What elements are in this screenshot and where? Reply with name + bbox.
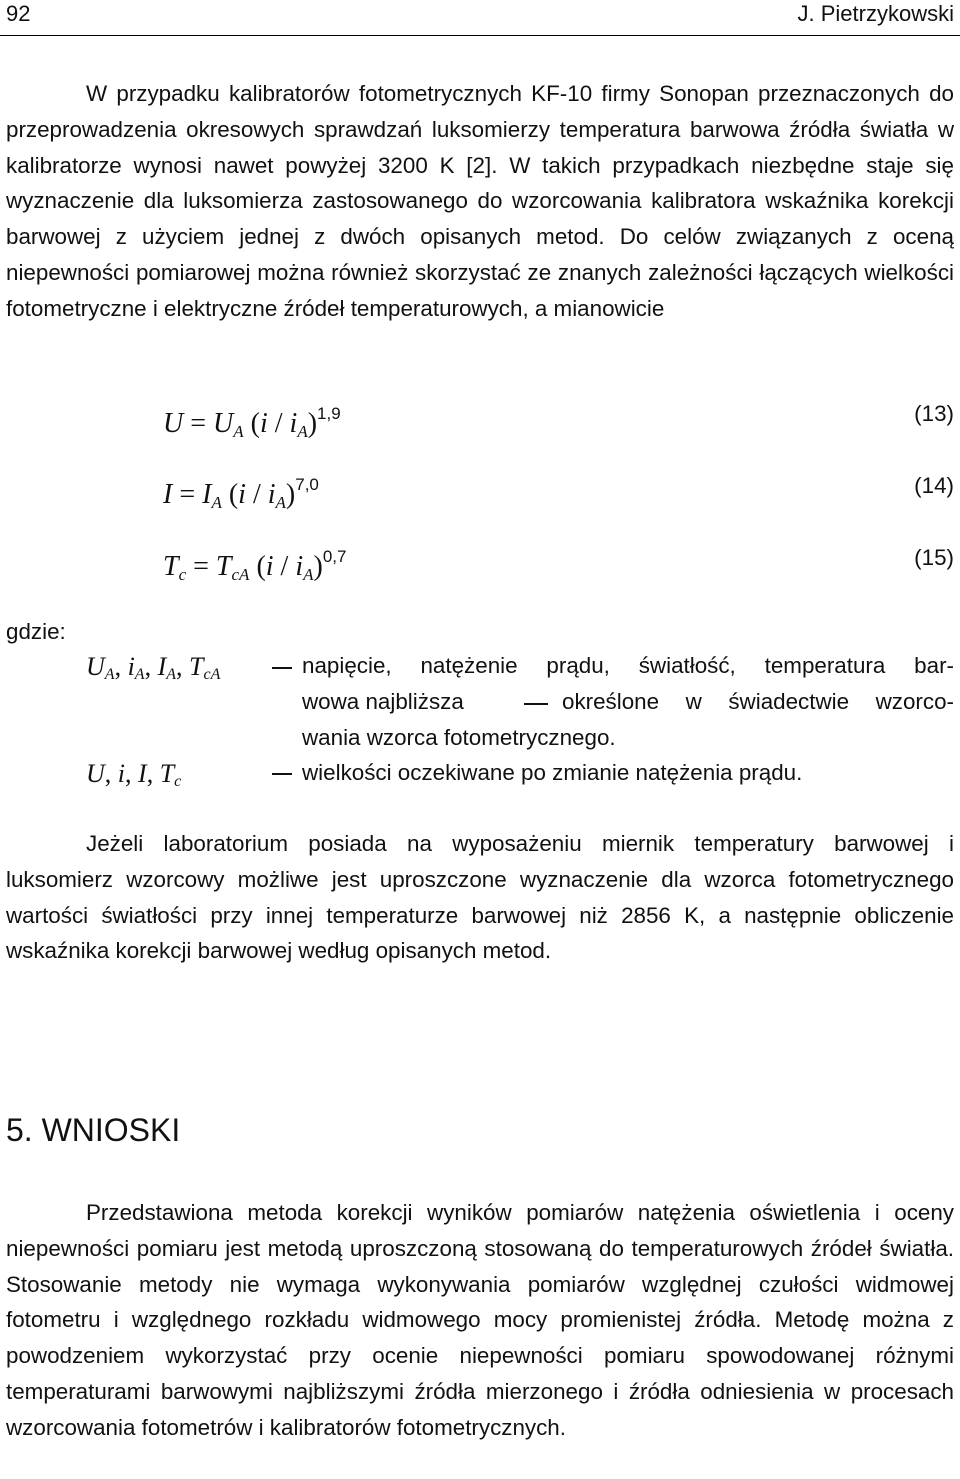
definition-text-2: wielkości oczekiwane po zmianie natężenia prądu. xyxy=(302,760,803,785)
definition-dash-inline xyxy=(524,703,548,705)
definition-text-1-line3: wania wzorca fotometrycznego. xyxy=(302,725,616,750)
equation-13: $U = U_A$ $(i / i_A)^{1,9}$ xyxy=(163,404,341,441)
paragraph-conclusions: Przedstawiona metoda korekcji wyników pomiarów natężenia oświetlenia i oceny niepewności pomiaru jest metodą uproszczoną stosowaną do temperaturowych źródeł światła. Stosowanie metody nie wymaga wykonywania pomiarów względnej czułości widmowej fotometru i względnego rozkładu widmowego mocy promienistej źródła. Metodę można z powodzeniem wykorzystać przy ocenie niepewności pomiaru spowodowanej różnymi temperaturami barwowymi najbliższymi źródła mierzonego i źródła odniesienia w procesach wzorcowania fotometrów i kalibratorów fotometrycznych. xyxy=(6,1200,954,1440)
equation-number-15: (15) xyxy=(914,545,954,570)
equation-15: $T_c = T_{cA}$ $(i / i_A)^{0,7}$ xyxy=(163,547,347,584)
header-rule xyxy=(0,35,960,36)
paragraph-laboratory: Jeżeli laboratorium posiada na wyposażeniu miernik temperatury barwowej i luksomierz wzorcowy możliwe jest uproszczone wyznaczenie dla wzorca fotometrycznego wartości światłości przy innej temperaturze barwowej niż 2856 K, a następnie obliczenie wskaźnika korekcji barwowej według opisanych metod. xyxy=(6,831,954,964)
equation-number-14: (14) xyxy=(914,473,954,498)
equation-number-13: (13) xyxy=(914,401,954,426)
definition-text-1-line1: napięcie, natężenie prądu, światłość, temperatura bar- xyxy=(302,653,954,678)
page-number: 92 xyxy=(6,1,31,26)
definitions-intro: gdzie: xyxy=(6,619,66,644)
definition-dash-1 xyxy=(272,667,292,669)
definition-symbols-1: $U_A$, $i_A$, $I_A$, $T_{cA}$ xyxy=(86,652,221,683)
section-heading: 5. WNIOSKI xyxy=(6,1112,181,1148)
paragraph-intro: W przypadku kalibratorów fotometrycznych KF-10 firmy Sonopan przeznaczonych do przeprowadzenia okresowych sprawdzań luksomierzy temperatura barwowa źródła światła w kalibratorze wynosi nawet powyżej 3200 K [2]. W takich przypadkach niezbędne staje się wyznaczenie dla luksomierza zastosowanego do wzorcowania kalibratora wskaźnika korekcji barwowej z użyciem jednej z dwóch opisanych metod. Do celów związanych z oceną niepewności pomiarowej można również skorzystać ze znanych zależności łączących wielkości fotometryczne i elektryczne źródeł temperaturowych, a mianowicie xyxy=(6,81,954,321)
definition-dash-2 xyxy=(272,773,292,775)
equation-14: $I = I_A$ $(i / i_A)^{7,0}$ xyxy=(163,475,319,512)
definition-text-1-line2b: określone w świadectwie wzorco- xyxy=(562,689,954,714)
definition-text-1-line2a: wowa najbliższa xyxy=(302,689,464,714)
definition-symbols-2: U, i, I, $T_c$ xyxy=(86,759,182,790)
running-header-author: J. Pietrzykowski xyxy=(797,1,954,26)
